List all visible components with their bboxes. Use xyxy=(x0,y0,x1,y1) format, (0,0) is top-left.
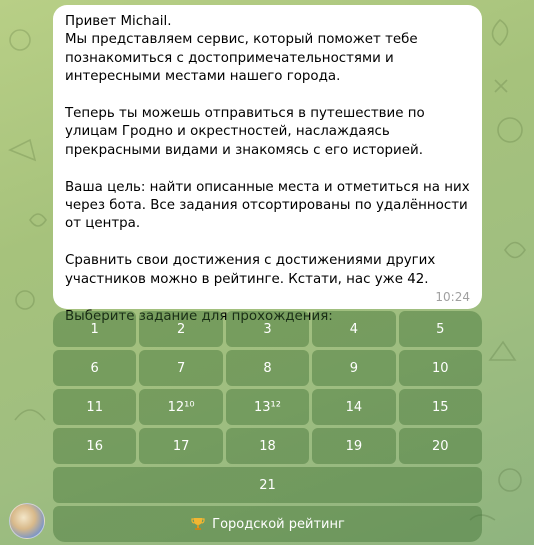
task-button-16[interactable]: 16 xyxy=(53,428,136,464)
task-button-8[interactable]: 8 xyxy=(226,350,309,386)
task-button-3[interactable]: 3 xyxy=(226,311,309,347)
task-button-2[interactable]: 2 xyxy=(139,311,222,347)
inline-keyboard xyxy=(53,311,482,542)
task-button-12[interactable]: 12¹⁰ xyxy=(139,389,222,425)
task-button-17[interactable]: 17 xyxy=(139,428,222,464)
task-button-5[interactable]: 5 xyxy=(399,311,482,347)
task-button-21[interactable]: 21 xyxy=(53,467,482,503)
message-timestamp: 10:24 xyxy=(435,290,470,304)
task-button-7[interactable]: 7 xyxy=(139,350,222,386)
user-avatar-icon[interactable] xyxy=(9,503,45,539)
task-button-15[interactable]: 15 xyxy=(399,389,482,425)
city-rating-button[interactable] xyxy=(53,506,482,542)
city-rating-label: Городской рейтинг xyxy=(212,516,345,532)
task-button-13[interactable]: 13¹² xyxy=(226,389,309,425)
task-button-4[interactable]: 4 xyxy=(312,311,395,347)
task-button-1[interactable]: 1 xyxy=(53,311,136,347)
task-button-19[interactable]: 19 xyxy=(312,428,395,464)
bot-message-text: Привет Michail. Мы представляем сервис, который поможет тебе познакомиться с достопримечательностями и интересными местами нашего города. Теперь ты можешь отправиться в путешествие по улицам Гродно и окрестностей, наслаждаясь прекрасными видами и знакомясь с его историей. Ваша цель: найти описанные места и отметиться на них через бота. Все задания отсортированы по удалённости от центра. Сравнить свои достижения с достижениями других участников можно в рейтинге. Кстати, нас уже 42. Выберите задание для прохождения: xyxy=(65,14,470,324)
task-button-11[interactable]: 11 xyxy=(53,389,136,425)
trophy-icon xyxy=(190,516,206,532)
bot-message-bubble xyxy=(53,5,482,324)
task-button-18[interactable]: 18 xyxy=(226,428,309,464)
task-button-14[interactable]: 14 xyxy=(312,389,395,425)
task-button-9[interactable]: 9 xyxy=(312,350,395,386)
task-button-10[interactable]: 10 xyxy=(399,350,482,386)
task-button-6[interactable]: 6 xyxy=(53,350,136,386)
task-button-20[interactable]: 20 xyxy=(399,428,482,464)
